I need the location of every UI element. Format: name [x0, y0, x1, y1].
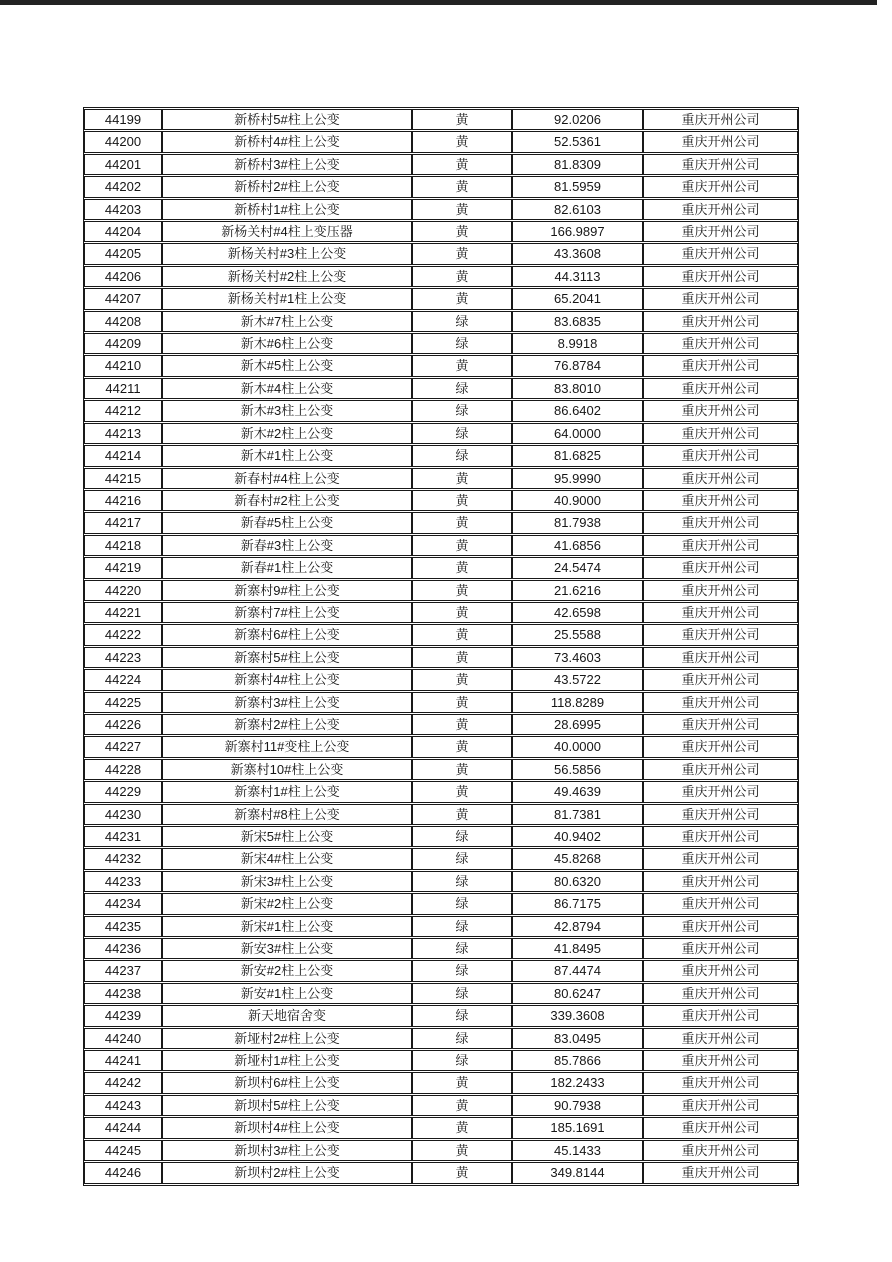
cell-device-name: 新安3#柱上公变: [162, 938, 412, 959]
cell-company: 重庆开州公司: [643, 378, 798, 399]
cell-serial-number: 44233: [84, 871, 162, 892]
cell-serial-number: 44220: [84, 580, 162, 601]
cell-value: 83.6835: [512, 311, 643, 332]
cell-serial-number: 44222: [84, 624, 162, 645]
cell-device-name: 新桥村3#柱上公变: [162, 154, 412, 175]
cell-value: 182.2433: [512, 1072, 643, 1093]
cell-company: 重庆开州公司: [643, 804, 798, 825]
cell-device-name: 新寨村4#柱上公变: [162, 669, 412, 690]
table-row: [84, 759, 798, 780]
cell-device-name: 新垭村2#柱上公变: [162, 1028, 412, 1049]
cell-device-name: 新宋#2柱上公变: [162, 893, 412, 914]
cell-value: 166.9897: [512, 221, 643, 242]
cell-company: 重庆开州公司: [643, 1050, 798, 1071]
cell-serial-number: 44221: [84, 602, 162, 623]
table-row: [84, 736, 798, 757]
cell-value: 42.8794: [512, 916, 643, 937]
cell-company: 重庆开州公司: [643, 266, 798, 287]
table-row: [84, 288, 798, 309]
cell-status-flag: 黄: [412, 199, 512, 220]
cell-status-flag: 黄: [412, 759, 512, 780]
table-row: [84, 669, 798, 690]
table-row: [84, 893, 798, 914]
cell-device-name: 新寨村#8柱上公变: [162, 804, 412, 825]
cell-device-name: 新杨关村#4柱上变压器: [162, 221, 412, 242]
cell-company: 重庆开州公司: [643, 468, 798, 489]
table-row: [84, 176, 798, 197]
cell-status-flag: 黄: [412, 512, 512, 533]
cell-device-name: 新寨村6#柱上公变: [162, 624, 412, 645]
cell-device-name: 新安#1柱上公变: [162, 983, 412, 1004]
cell-serial-number: 44199: [84, 109, 162, 130]
table-row: [84, 826, 798, 847]
cell-company: 重庆开州公司: [643, 109, 798, 130]
cell-status-flag: 黄: [412, 1140, 512, 1161]
cell-serial-number: 44214: [84, 445, 162, 466]
cell-company: 重庆开州公司: [643, 243, 798, 264]
table-row: [84, 804, 798, 825]
cell-device-name: 新桥村5#柱上公变: [162, 109, 412, 130]
cell-company: 重庆开州公司: [643, 333, 798, 354]
cell-value: 90.7938: [512, 1095, 643, 1116]
cell-company: 重庆开州公司: [643, 692, 798, 713]
cell-value: 65.2041: [512, 288, 643, 309]
cell-serial-number: 44202: [84, 176, 162, 197]
cell-serial-number: 44236: [84, 938, 162, 959]
cell-serial-number: 44232: [84, 848, 162, 869]
cell-status-flag: 黄: [412, 1095, 512, 1116]
cell-company: 重庆开州公司: [643, 288, 798, 309]
cell-company: 重庆开州公司: [643, 736, 798, 757]
table-row: [84, 960, 798, 981]
table-row: [84, 1140, 798, 1161]
cell-serial-number: 44200: [84, 131, 162, 152]
cell-value: 83.0495: [512, 1028, 643, 1049]
cell-device-name: 新桥村1#柱上公变: [162, 199, 412, 220]
transformer-table: [83, 107, 799, 1186]
table-row: [84, 333, 798, 354]
table-row: [84, 154, 798, 175]
cell-value: 52.5361: [512, 131, 643, 152]
cell-device-name: 新木#6柱上公变: [162, 333, 412, 354]
cell-serial-number: 44213: [84, 423, 162, 444]
table-row: [84, 355, 798, 376]
cell-company: 重庆开州公司: [643, 580, 798, 601]
table-row: [84, 647, 798, 668]
cell-value: 87.4474: [512, 960, 643, 981]
table-row: [84, 445, 798, 466]
cell-value: 81.8309: [512, 154, 643, 175]
table-row: [84, 1072, 798, 1093]
cell-company: 重庆开州公司: [643, 893, 798, 914]
cell-status-flag: 黄: [412, 647, 512, 668]
cell-status-flag: 绿: [412, 400, 512, 421]
cell-company: 重庆开州公司: [643, 400, 798, 421]
table-row: [84, 557, 798, 578]
cell-value: 64.0000: [512, 423, 643, 444]
cell-status-flag: 黄: [412, 602, 512, 623]
cell-status-flag: 绿: [412, 848, 512, 869]
cell-company: 重庆开州公司: [643, 311, 798, 332]
cell-device-name: 新宋5#柱上公变: [162, 826, 412, 847]
cell-status-flag: 绿: [412, 893, 512, 914]
cell-device-name: 新杨关村#3柱上公变: [162, 243, 412, 264]
cell-serial-number: 44212: [84, 400, 162, 421]
cell-value: 82.6103: [512, 199, 643, 220]
cell-value: 81.5959: [512, 176, 643, 197]
cell-serial-number: 44242: [84, 1072, 162, 1093]
table-row: [84, 311, 798, 332]
table-row: [84, 199, 798, 220]
cell-status-flag: 绿: [412, 1050, 512, 1071]
table-row: [84, 1005, 798, 1026]
cell-status-flag: 黄: [412, 535, 512, 556]
cell-company: 重庆开州公司: [643, 938, 798, 959]
cell-value: 45.8268: [512, 848, 643, 869]
table-row: [84, 938, 798, 959]
cell-device-name: 新坝村5#柱上公变: [162, 1095, 412, 1116]
cell-device-name: 新寨村7#柱上公变: [162, 602, 412, 623]
cell-serial-number: 44206: [84, 266, 162, 287]
cell-status-flag: 黄: [412, 490, 512, 511]
cell-company: 重庆开州公司: [643, 1117, 798, 1138]
cell-status-flag: 黄: [412, 288, 512, 309]
cell-value: 24.5474: [512, 557, 643, 578]
cell-serial-number: 44239: [84, 1005, 162, 1026]
cell-company: 重庆开州公司: [643, 916, 798, 937]
cell-status-flag: 绿: [412, 423, 512, 444]
cell-value: 40.9402: [512, 826, 643, 847]
table-row: [84, 871, 798, 892]
cell-serial-number: 44207: [84, 288, 162, 309]
cell-device-name: 新春村#4柱上公变: [162, 468, 412, 489]
table-row: [84, 781, 798, 802]
cell-device-name: 新木#2柱上公变: [162, 423, 412, 444]
cell-device-name: 新坝村3#柱上公变: [162, 1140, 412, 1161]
cell-device-name: 新寨村9#柱上公变: [162, 580, 412, 601]
cell-company: 重庆开州公司: [643, 131, 798, 152]
cell-value: 40.9000: [512, 490, 643, 511]
cell-value: 21.6216: [512, 580, 643, 601]
cell-value: 56.5856: [512, 759, 643, 780]
cell-status-flag: 绿: [412, 1005, 512, 1026]
cell-value: 92.0206: [512, 109, 643, 130]
table-row: [84, 916, 798, 937]
cell-device-name: 新春#5柱上公变: [162, 512, 412, 533]
cell-status-flag: 黄: [412, 557, 512, 578]
cell-status-flag: 绿: [412, 311, 512, 332]
cell-device-name: 新垭村1#柱上公变: [162, 1050, 412, 1071]
cell-company: 重庆开州公司: [643, 1028, 798, 1049]
cell-device-name: 新寨村2#柱上公变: [162, 714, 412, 735]
cell-serial-number: 44216: [84, 490, 162, 511]
cell-company: 重庆开州公司: [643, 199, 798, 220]
cell-serial-number: 44211: [84, 378, 162, 399]
cell-value: 349.8144: [512, 1162, 643, 1183]
cell-serial-number: 44219: [84, 557, 162, 578]
cell-company: 重庆开州公司: [643, 714, 798, 735]
table-row: [84, 490, 798, 511]
cell-serial-number: 44244: [84, 1117, 162, 1138]
cell-value: 43.5722: [512, 669, 643, 690]
cell-value: 85.7866: [512, 1050, 643, 1071]
cell-status-flag: 绿: [412, 916, 512, 937]
cell-status-flag: 绿: [412, 333, 512, 354]
cell-device-name: 新宋#1柱上公变: [162, 916, 412, 937]
cell-device-name: 新寨村11#变柱上公变: [162, 736, 412, 757]
cell-value: 86.6402: [512, 400, 643, 421]
cell-status-flag: 黄: [412, 1117, 512, 1138]
cell-company: 重庆开州公司: [643, 490, 798, 511]
table-row: [84, 983, 798, 1004]
cell-status-flag: 黄: [412, 580, 512, 601]
cell-status-flag: 绿: [412, 938, 512, 959]
table-row: [84, 580, 798, 601]
cell-device-name: 新坝村4#柱上公变: [162, 1117, 412, 1138]
cell-device-name: 新宋3#柱上公变: [162, 871, 412, 892]
cell-value: 28.6995: [512, 714, 643, 735]
cell-value: 45.1433: [512, 1140, 643, 1161]
cell-status-flag: 绿: [412, 960, 512, 981]
table-row: [84, 535, 798, 556]
cell-status-flag: 绿: [412, 378, 512, 399]
cell-device-name: 新木#1柱上公变: [162, 445, 412, 466]
cell-serial-number: 44241: [84, 1050, 162, 1071]
cell-company: 重庆开州公司: [643, 1072, 798, 1093]
cell-value: 41.6856: [512, 535, 643, 556]
cell-serial-number: 44231: [84, 826, 162, 847]
transformer-table-body: [84, 109, 798, 1184]
cell-serial-number: 44217: [84, 512, 162, 533]
cell-serial-number: 44204: [84, 221, 162, 242]
cell-status-flag: 黄: [412, 1162, 512, 1183]
cell-company: 重庆开州公司: [643, 1005, 798, 1026]
table-row: [84, 131, 798, 152]
cell-value: 95.9990: [512, 468, 643, 489]
cell-company: 重庆开州公司: [643, 826, 798, 847]
cell-serial-number: 44224: [84, 669, 162, 690]
cell-status-flag: 黄: [412, 355, 512, 376]
cell-company: 重庆开州公司: [643, 602, 798, 623]
cell-status-flag: 黄: [412, 781, 512, 802]
cell-device-name: 新天地宿舍变: [162, 1005, 412, 1026]
cell-value: 339.3608: [512, 1005, 643, 1026]
table-row: [84, 1162, 798, 1183]
cell-status-flag: 绿: [412, 445, 512, 466]
cell-company: 重庆开州公司: [643, 848, 798, 869]
cell-company: 重庆开州公司: [643, 624, 798, 645]
table-row: [84, 1095, 798, 1116]
table-row: [84, 378, 798, 399]
table-row: [84, 848, 798, 869]
cell-value: 81.7938: [512, 512, 643, 533]
cell-serial-number: 44223: [84, 647, 162, 668]
cell-status-flag: 黄: [412, 804, 512, 825]
cell-device-name: 新春#1柱上公变: [162, 557, 412, 578]
table-row: [84, 243, 798, 264]
cell-company: 重庆开州公司: [643, 423, 798, 444]
cell-value: 43.3608: [512, 243, 643, 264]
cell-company: 重庆开州公司: [643, 1095, 798, 1116]
cell-status-flag: 黄: [412, 176, 512, 197]
cell-status-flag: 黄: [412, 221, 512, 242]
cell-company: 重庆开州公司: [643, 647, 798, 668]
cell-serial-number: 44209: [84, 333, 162, 354]
cell-device-name: 新春村#2柱上公变: [162, 490, 412, 511]
cell-device-name: 新杨关村#2柱上公变: [162, 266, 412, 287]
cell-serial-number: 44226: [84, 714, 162, 735]
cell-value: 40.0000: [512, 736, 643, 757]
cell-value: 81.6825: [512, 445, 643, 466]
cell-device-name: 新宋4#柱上公变: [162, 848, 412, 869]
cell-serial-number: 44237: [84, 960, 162, 981]
cell-company: 重庆开州公司: [643, 154, 798, 175]
cell-status-flag: 绿: [412, 1028, 512, 1049]
cell-value: 185.1691: [512, 1117, 643, 1138]
table-row: [84, 512, 798, 533]
cell-serial-number: 44218: [84, 535, 162, 556]
cell-status-flag: 黄: [412, 714, 512, 735]
cell-serial-number: 44225: [84, 692, 162, 713]
cell-value: 8.9918: [512, 333, 643, 354]
cell-company: 重庆开州公司: [643, 557, 798, 578]
cell-serial-number: 44246: [84, 1162, 162, 1183]
cell-serial-number: 44238: [84, 983, 162, 1004]
cell-company: 重庆开州公司: [643, 759, 798, 780]
cell-serial-number: 44243: [84, 1095, 162, 1116]
cell-status-flag: 黄: [412, 624, 512, 645]
table-row: [84, 1050, 798, 1071]
cell-status-flag: 黄: [412, 468, 512, 489]
cell-device-name: 新木#7柱上公变: [162, 311, 412, 332]
cell-serial-number: 44215: [84, 468, 162, 489]
cell-device-name: 新寨村3#柱上公变: [162, 692, 412, 713]
cell-company: 重庆开州公司: [643, 871, 798, 892]
cell-value: 80.6320: [512, 871, 643, 892]
cell-status-flag: 绿: [412, 871, 512, 892]
cell-serial-number: 44229: [84, 781, 162, 802]
table-row: [84, 624, 798, 645]
cell-serial-number: 44230: [84, 804, 162, 825]
cell-status-flag: 绿: [412, 826, 512, 847]
cell-serial-number: 44234: [84, 893, 162, 914]
cell-device-name: 新桥村4#柱上公变: [162, 131, 412, 152]
cell-value: 76.8784: [512, 355, 643, 376]
scan-top-edge: [0, 0, 877, 5]
cell-device-name: 新寨村10#柱上公变: [162, 759, 412, 780]
cell-device-name: 新木#3柱上公变: [162, 400, 412, 421]
table-row: [84, 714, 798, 735]
table-row: [84, 400, 798, 421]
cell-company: 重庆开州公司: [643, 669, 798, 690]
cell-value: 86.7175: [512, 893, 643, 914]
cell-status-flag: 黄: [412, 131, 512, 152]
cell-company: 重庆开州公司: [643, 355, 798, 376]
cell-device-name: 新安#2柱上公变: [162, 960, 412, 981]
table-row: [84, 266, 798, 287]
cell-status-flag: 黄: [412, 669, 512, 690]
cell-device-name: 新木#4柱上公变: [162, 378, 412, 399]
cell-serial-number: 44205: [84, 243, 162, 264]
cell-serial-number: 44240: [84, 1028, 162, 1049]
cell-status-flag: 黄: [412, 109, 512, 130]
cell-company: 重庆开州公司: [643, 1140, 798, 1161]
table-row: [84, 468, 798, 489]
cell-value: 42.6598: [512, 602, 643, 623]
cell-value: 81.7381: [512, 804, 643, 825]
cell-company: 重庆开州公司: [643, 535, 798, 556]
cell-company: 重庆开州公司: [643, 512, 798, 533]
cell-serial-number: 44235: [84, 916, 162, 937]
table-row: [84, 221, 798, 242]
cell-status-flag: 黄: [412, 154, 512, 175]
cell-serial-number: 44227: [84, 736, 162, 757]
cell-company: 重庆开州公司: [643, 781, 798, 802]
cell-value: 44.3113: [512, 266, 643, 287]
cell-status-flag: 绿: [412, 983, 512, 1004]
table-row: [84, 692, 798, 713]
cell-company: 重庆开州公司: [643, 176, 798, 197]
cell-company: 重庆开州公司: [643, 960, 798, 981]
cell-value: 25.5588: [512, 624, 643, 645]
cell-device-name: 新坝村2#柱上公变: [162, 1162, 412, 1183]
cell-device-name: 新寨村1#柱上公变: [162, 781, 412, 802]
cell-value: 80.6247: [512, 983, 643, 1004]
table-row: [84, 1117, 798, 1138]
cell-serial-number: 44208: [84, 311, 162, 332]
cell-value: 73.4603: [512, 647, 643, 668]
cell-company: 重庆开州公司: [643, 445, 798, 466]
cell-status-flag: 黄: [412, 1072, 512, 1093]
cell-status-flag: 黄: [412, 243, 512, 264]
cell-serial-number: 44245: [84, 1140, 162, 1161]
cell-company: 重庆开州公司: [643, 983, 798, 1004]
cell-device-name: 新杨关村#1柱上公变: [162, 288, 412, 309]
cell-value: 49.4639: [512, 781, 643, 802]
cell-status-flag: 黄: [412, 692, 512, 713]
cell-value: 83.8010: [512, 378, 643, 399]
cell-device-name: 新坝村6#柱上公变: [162, 1072, 412, 1093]
cell-device-name: 新桥村2#柱上公变: [162, 176, 412, 197]
cell-value: 118.8289: [512, 692, 643, 713]
table-row: [84, 1028, 798, 1049]
cell-value: 41.8495: [512, 938, 643, 959]
cell-status-flag: 黄: [412, 736, 512, 757]
cell-serial-number: 44210: [84, 355, 162, 376]
table-row: [84, 109, 798, 130]
table-row: [84, 602, 798, 623]
cell-device-name: 新寨村5#柱上公变: [162, 647, 412, 668]
cell-device-name: 新春#3柱上公变: [162, 535, 412, 556]
cell-serial-number: 44201: [84, 154, 162, 175]
cell-status-flag: 黄: [412, 266, 512, 287]
cell-serial-number: 44203: [84, 199, 162, 220]
cell-company: 重庆开州公司: [643, 221, 798, 242]
cell-company: 重庆开州公司: [643, 1162, 798, 1183]
cell-serial-number: 44228: [84, 759, 162, 780]
table-row: [84, 423, 798, 444]
cell-device-name: 新木#5柱上公变: [162, 355, 412, 376]
